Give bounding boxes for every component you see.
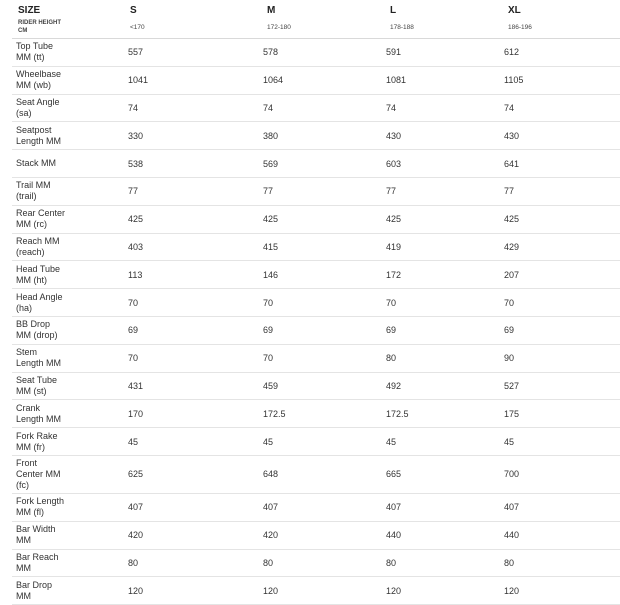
value-cell-s: 425 — [112, 205, 185, 233]
parameter-label: Head Tube MM (ht) — [16, 263, 61, 285]
header-row — [12, 4, 620, 39]
value-cell-l: 440 — [358, 521, 478, 549]
value-cell-xl: 425 — [478, 205, 620, 233]
value-cell-m: 459 — [185, 372, 358, 400]
parameter-label: Front Center MM (fc) — [16, 457, 61, 490]
parameter-label: Wheelbase MM (wb) — [16, 69, 62, 91]
value-cell-xl: 207 — [478, 261, 620, 289]
value-cell-xl: 700 — [478, 455, 620, 493]
value-cell-l: 70 — [358, 289, 478, 317]
value-cell-xl: 429 — [478, 233, 620, 261]
value-cell-s: 170 — [112, 400, 185, 428]
value-cell-xl: 74 — [478, 94, 620, 122]
table-row — [12, 205, 620, 233]
geometry-rows — [12, 39, 620, 605]
parameter-label: Reach MM (reach) — [16, 235, 60, 257]
value-cell-m: 146 — [185, 261, 358, 289]
size-name: S — [130, 5, 137, 16]
parameter-label: Fork Length MM (fl) — [16, 496, 65, 518]
value-cell-xl: 407 — [478, 493, 620, 521]
value-cell-l: 74 — [358, 94, 478, 122]
value-cell-s: 625 — [112, 455, 185, 493]
size-heading: SIZE — [18, 5, 41, 16]
value-cell-l: 492 — [358, 372, 478, 400]
table-row — [12, 372, 620, 400]
value-cell-l: 1081 — [358, 66, 478, 94]
value-cell-m: 407 — [185, 493, 358, 521]
parameter-label: Bar Reach MM — [16, 551, 59, 573]
parameter-cell — [12, 289, 112, 317]
value-cell-l: 120 — [358, 577, 478, 605]
value-cell-l: 80 — [358, 344, 478, 372]
value-cell-xl: 430 — [478, 122, 620, 150]
size-name: XL — [508, 5, 521, 16]
parameter-label: Head Angle (ha) — [16, 291, 63, 313]
value-cell-m: 172.5 — [185, 400, 358, 428]
parameter-label: Top Tube MM (tt) — [16, 41, 54, 63]
value-cell-l: 172.5 — [358, 400, 478, 428]
value-cell-m: 420 — [185, 521, 358, 549]
value-cell-xl: 527 — [478, 372, 620, 400]
size-column-m — [185, 4, 358, 39]
parameter-cell — [12, 455, 112, 493]
value-cell-l: 407 — [358, 493, 478, 521]
size-name: M — [267, 5, 276, 16]
value-cell-xl: 77 — [478, 177, 620, 205]
value-cell-m: 70 — [185, 289, 358, 317]
value-cell-s: 70 — [112, 289, 185, 317]
size-column-xl — [478, 4, 620, 39]
parameter-cell — [12, 39, 112, 67]
table-row — [12, 455, 620, 493]
rider-height-range: 186-196 — [508, 24, 532, 31]
parameter-cell — [12, 66, 112, 94]
table-row — [12, 177, 620, 205]
rider-height-range: 178-188 — [390, 24, 414, 31]
value-cell-s: 431 — [112, 372, 185, 400]
table-row — [12, 289, 620, 317]
parameter-label: Stack MM — [16, 158, 57, 169]
value-cell-m: 77 — [185, 177, 358, 205]
size-column-l — [358, 4, 478, 39]
parameter-label: Crank Length MM — [16, 402, 62, 424]
value-cell-l: 591 — [358, 39, 478, 67]
value-cell-xl: 641 — [478, 150, 620, 178]
parameter-label: BB Drop MM (drop) — [16, 319, 58, 341]
value-cell-xl: 175 — [478, 400, 620, 428]
rider-height-range: <170 — [130, 24, 145, 31]
parameter-label: Bar Drop MM — [16, 579, 53, 601]
value-cell-s: 420 — [112, 521, 185, 549]
parameter-label: Bar Width MM — [16, 524, 56, 546]
value-cell-m: 1064 — [185, 66, 358, 94]
parameter-cell — [12, 372, 112, 400]
value-cell-m: 415 — [185, 233, 358, 261]
parameter-label: Fork Rake MM (fr) — [16, 430, 58, 452]
parameter-cell — [12, 261, 112, 289]
parameter-label: Seat Tube MM (st) — [16, 374, 58, 396]
parameter-label: Trail MM (trail) — [16, 180, 51, 202]
parameter-cell — [12, 549, 112, 577]
table-row — [12, 94, 620, 122]
value-cell-xl: 45 — [478, 428, 620, 456]
table-row — [12, 428, 620, 456]
value-cell-s: 113 — [112, 261, 185, 289]
parameter-cell — [12, 493, 112, 521]
value-cell-s: 538 — [112, 150, 185, 178]
parameter-cell — [12, 316, 112, 344]
table-row — [12, 39, 620, 67]
rider-height-range: 172-180 — [267, 24, 291, 31]
size-name: L — [390, 5, 397, 16]
value-cell-s: 1041 — [112, 66, 185, 94]
value-cell-s: 80 — [112, 549, 185, 577]
value-cell-s: 45 — [112, 428, 185, 456]
table-row — [12, 122, 620, 150]
table-row — [12, 549, 620, 577]
parameter-label: Stem Length MM — [16, 347, 62, 369]
value-cell-l: 77 — [358, 177, 478, 205]
value-cell-xl: 440 — [478, 521, 620, 549]
table-row — [12, 577, 620, 605]
value-cell-m: 69 — [185, 316, 358, 344]
value-cell-xl: 90 — [478, 344, 620, 372]
value-cell-s: 330 — [112, 122, 185, 150]
parameter-cell — [12, 233, 112, 261]
value-cell-l: 430 — [358, 122, 478, 150]
value-cell-xl: 120 — [478, 577, 620, 605]
value-cell-l: 425 — [358, 205, 478, 233]
parameter-cell — [12, 521, 112, 549]
parameter-cell — [12, 205, 112, 233]
parameter-cell — [12, 94, 112, 122]
parameter-cell — [12, 400, 112, 428]
table-row — [12, 521, 620, 549]
header-label-cell — [12, 4, 112, 39]
value-cell-l: 69 — [358, 316, 478, 344]
value-cell-l: 80 — [358, 549, 478, 577]
parameter-cell — [12, 428, 112, 456]
value-cell-m: 80 — [185, 549, 358, 577]
value-cell-s: 77 — [112, 177, 185, 205]
table-row — [12, 316, 620, 344]
geometry-table — [12, 4, 620, 605]
value-cell-s: 69 — [112, 316, 185, 344]
value-cell-m: 425 — [185, 205, 358, 233]
value-cell-l: 419 — [358, 233, 478, 261]
value-cell-s: 70 — [112, 344, 185, 372]
value-cell-xl: 69 — [478, 316, 620, 344]
parameter-cell — [12, 577, 112, 605]
value-cell-m: 74 — [185, 94, 358, 122]
value-cell-s: 557 — [112, 39, 185, 67]
value-cell-m: 569 — [185, 150, 358, 178]
rider-height-heading: RIDER HEIGHT CM — [18, 20, 62, 34]
table-row — [12, 150, 620, 178]
value-cell-xl: 70 — [478, 289, 620, 317]
parameter-label: Seatpost Length MM — [16, 124, 62, 146]
value-cell-xl: 1105 — [478, 66, 620, 94]
value-cell-s: 403 — [112, 233, 185, 261]
parameter-cell — [12, 344, 112, 372]
value-cell-l: 603 — [358, 150, 478, 178]
value-cell-m: 578 — [185, 39, 358, 67]
value-cell-s: 74 — [112, 94, 185, 122]
value-cell-s: 407 — [112, 493, 185, 521]
parameter-label: Seat Angle (sa) — [16, 96, 60, 118]
value-cell-s: 120 — [112, 577, 185, 605]
size-column-s — [112, 4, 185, 39]
table-row — [12, 493, 620, 521]
value-cell-l: 665 — [358, 455, 478, 493]
table-row — [12, 400, 620, 428]
table-row — [12, 344, 620, 372]
parameter-cell — [12, 122, 112, 150]
value-cell-m: 380 — [185, 122, 358, 150]
table-row — [12, 233, 620, 261]
value-cell-m: 120 — [185, 577, 358, 605]
parameter-cell — [12, 177, 112, 205]
value-cell-xl: 612 — [478, 39, 620, 67]
value-cell-m: 648 — [185, 455, 358, 493]
value-cell-m: 45 — [185, 428, 358, 456]
table-row — [12, 66, 620, 94]
value-cell-m: 70 — [185, 344, 358, 372]
value-cell-xl: 80 — [478, 549, 620, 577]
value-cell-l: 172 — [358, 261, 478, 289]
table-row — [12, 261, 620, 289]
value-cell-l: 45 — [358, 428, 478, 456]
parameter-cell — [12, 150, 112, 178]
parameter-label: Rear Center MM (rc) — [16, 208, 66, 230]
